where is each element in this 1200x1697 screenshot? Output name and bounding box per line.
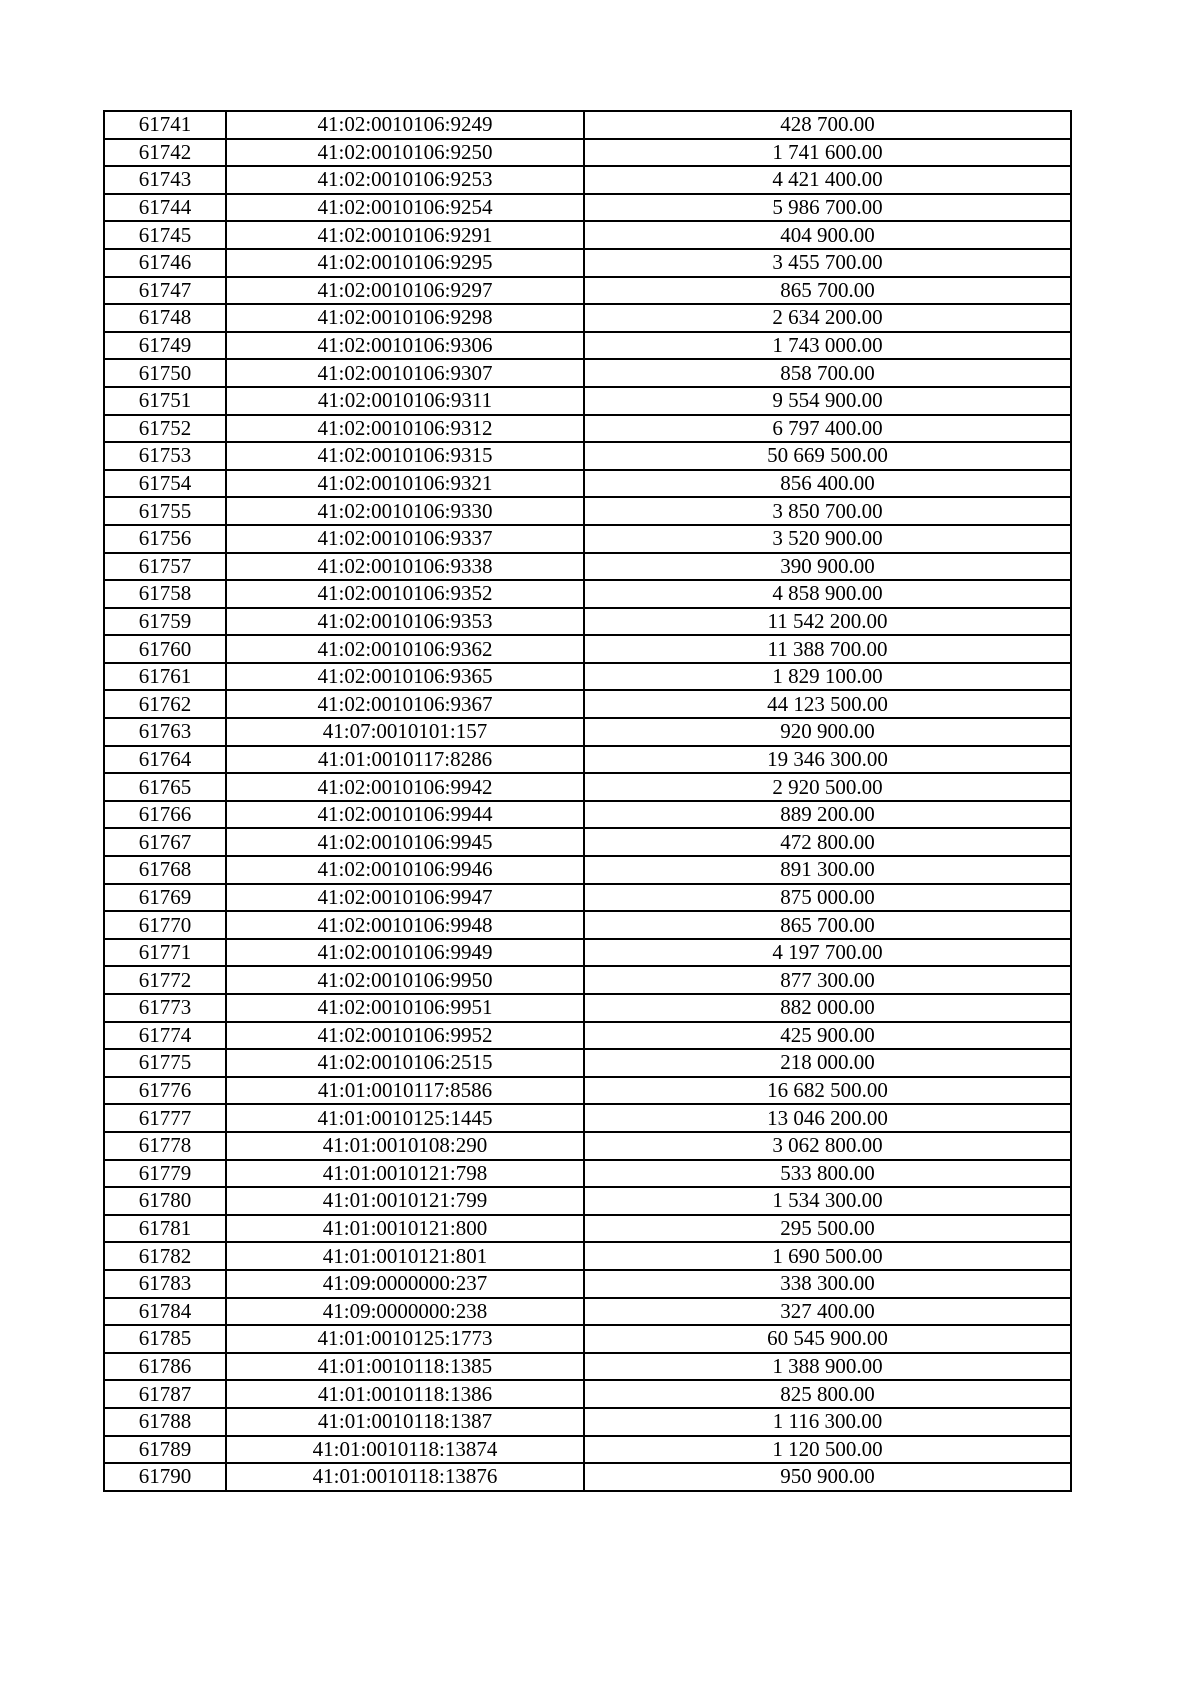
cadastral-number-cell: 41:02:0010106:9353 (226, 608, 584, 636)
table-row (104, 525, 1071, 553)
table-row (104, 1215, 1071, 1243)
cadastral-value-cell: 404 900.00 (584, 221, 1071, 249)
row-number-cell: 61772 (104, 966, 226, 994)
table-row (104, 553, 1071, 581)
row-number-cell: 61759 (104, 608, 226, 636)
cadastral-number-cell: 41:02:0010106:9948 (226, 911, 584, 939)
table-row (104, 111, 1071, 139)
row-number-cell: 61785 (104, 1325, 226, 1353)
row-number-cell: 61788 (104, 1408, 226, 1436)
cadastral-value-cell: 825 800.00 (584, 1380, 1071, 1408)
table-row (104, 359, 1071, 387)
cadastral-number-cell: 41:02:0010106:9365 (226, 663, 584, 691)
cadastral-number-cell: 41:02:0010106:9312 (226, 415, 584, 443)
table-row (104, 939, 1071, 967)
cadastral-value-cell: 1 743 000.00 (584, 332, 1071, 360)
cadastral-number-cell: 41:01:0010118:1386 (226, 1380, 584, 1408)
row-number-cell: 61784 (104, 1298, 226, 1326)
cadastral-value-cell: 865 700.00 (584, 911, 1071, 939)
cadastral-value-cell: 295 500.00 (584, 1215, 1071, 1243)
cadastral-number-cell: 41:02:0010106:9315 (226, 442, 584, 470)
cadastral-number-cell: 41:02:0010106:9945 (226, 828, 584, 856)
table-row (104, 415, 1071, 443)
row-number-cell: 61763 (104, 718, 226, 746)
cadastral-number-cell: 41:07:0010101:157 (226, 718, 584, 746)
cadastral-value-cell: 16 682 500.00 (584, 1077, 1071, 1105)
row-number-cell: 61751 (104, 387, 226, 415)
cadastral-number-cell: 41:02:0010106:9291 (226, 221, 584, 249)
cadastral-value-cell: 4 858 900.00 (584, 580, 1071, 608)
table-row (104, 1242, 1071, 1270)
cadastral-number-cell: 41:02:0010106:9306 (226, 332, 584, 360)
cadastral-value-cell: 19 346 300.00 (584, 746, 1071, 774)
row-number-cell: 61771 (104, 939, 226, 967)
cadastral-number-cell: 41:02:0010106:9367 (226, 690, 584, 718)
table-row (104, 1049, 1071, 1077)
table-row (104, 663, 1071, 691)
cadastral-value-cell: 1 690 500.00 (584, 1242, 1071, 1270)
cadastral-number-cell: 41:01:0010121:800 (226, 1215, 584, 1243)
row-number-cell: 61765 (104, 773, 226, 801)
row-number-cell: 61743 (104, 166, 226, 194)
cadastral-value-cell: 3 850 700.00 (584, 497, 1071, 525)
cadastral-number-cell: 41:02:0010106:2515 (226, 1049, 584, 1077)
table-row (104, 1325, 1071, 1353)
cadastral-number-cell: 41:02:0010106:9250 (226, 139, 584, 167)
row-number-cell: 61767 (104, 828, 226, 856)
cadastral-number-cell: 41:02:0010106:9253 (226, 166, 584, 194)
cadastral-value-cell: 4 421 400.00 (584, 166, 1071, 194)
cadastral-number-cell: 41:02:0010106:9352 (226, 580, 584, 608)
table-body (104, 111, 1071, 1491)
cadastral-value-cell: 950 900.00 (584, 1463, 1071, 1491)
cadastral-value-cell: 1 534 300.00 (584, 1187, 1071, 1215)
cadastral-value-cell: 875 000.00 (584, 884, 1071, 912)
cadastral-number-cell: 41:02:0010106:9949 (226, 939, 584, 967)
table-row (104, 801, 1071, 829)
row-number-cell: 61780 (104, 1187, 226, 1215)
cadastral-value-cell: 13 046 200.00 (584, 1104, 1071, 1132)
table-row (104, 1022, 1071, 1050)
table-row (104, 580, 1071, 608)
row-number-cell: 61783 (104, 1270, 226, 1298)
row-number-cell: 61787 (104, 1380, 226, 1408)
table-row (104, 332, 1071, 360)
cadastral-value-cell: 60 545 900.00 (584, 1325, 1071, 1353)
table-row (104, 828, 1071, 856)
row-number-cell: 61775 (104, 1049, 226, 1077)
cadastral-number-cell: 41:02:0010106:9944 (226, 801, 584, 829)
cadastral-value-cell: 472 800.00 (584, 828, 1071, 856)
table-row (104, 911, 1071, 939)
row-number-cell: 61766 (104, 801, 226, 829)
cadastral-number-cell: 41:02:0010106:9295 (226, 249, 584, 277)
table-row (104, 994, 1071, 1022)
table-row (104, 635, 1071, 663)
table-row (104, 1408, 1071, 1436)
cadastral-value-cell: 9 554 900.00 (584, 387, 1071, 415)
table-row (104, 1077, 1071, 1105)
table-row (104, 1132, 1071, 1160)
cadastral-value-cell: 11 388 700.00 (584, 635, 1071, 663)
cadastral-value-cell: 3 455 700.00 (584, 249, 1071, 277)
row-number-cell: 61762 (104, 690, 226, 718)
cadastral-number-cell: 41:02:0010106:9950 (226, 966, 584, 994)
row-number-cell: 61748 (104, 304, 226, 332)
row-number-cell: 61779 (104, 1160, 226, 1188)
table-row (104, 387, 1071, 415)
row-number-cell: 61750 (104, 359, 226, 387)
cadastral-value-cell: 3 062 800.00 (584, 1132, 1071, 1160)
cadastral-value-cell: 390 900.00 (584, 553, 1071, 581)
cadastral-value-cell: 1 741 600.00 (584, 139, 1071, 167)
cadastral-number-cell: 41:02:0010106:9298 (226, 304, 584, 332)
row-number-cell: 61778 (104, 1132, 226, 1160)
row-number-cell: 61782 (104, 1242, 226, 1270)
cadastral-number-cell: 41:01:0010121:798 (226, 1160, 584, 1188)
cadastral-number-cell: 41:01:0010121:799 (226, 1187, 584, 1215)
cadastral-value-cell: 11 542 200.00 (584, 608, 1071, 636)
cadastral-number-cell: 41:02:0010106:9942 (226, 773, 584, 801)
table-row (104, 746, 1071, 774)
table-row (104, 856, 1071, 884)
row-number-cell: 61746 (104, 249, 226, 277)
cadastral-value-cell: 877 300.00 (584, 966, 1071, 994)
cadastral-value-cell: 856 400.00 (584, 470, 1071, 498)
cadastral-value-cell: 1 388 900.00 (584, 1353, 1071, 1381)
cadastral-number-cell: 41:02:0010106:9952 (226, 1022, 584, 1050)
table-row (104, 718, 1071, 746)
cadastral-number-cell: 41:02:0010106:9307 (226, 359, 584, 387)
table-row (104, 166, 1071, 194)
table-row (104, 470, 1071, 498)
row-number-cell: 61769 (104, 884, 226, 912)
table-row (104, 1270, 1071, 1298)
cadastral-number-cell: 41:02:0010106:9946 (226, 856, 584, 884)
row-number-cell: 61786 (104, 1353, 226, 1381)
table-row (104, 1380, 1071, 1408)
cadastral-value-cell: 338 300.00 (584, 1270, 1071, 1298)
table-row (104, 608, 1071, 636)
row-number-cell: 61745 (104, 221, 226, 249)
row-number-cell: 61777 (104, 1104, 226, 1132)
table-row (104, 277, 1071, 305)
cadastral-value-cell: 891 300.00 (584, 856, 1071, 884)
row-number-cell: 61744 (104, 194, 226, 222)
cadastral-value-cell: 920 900.00 (584, 718, 1071, 746)
table-row (104, 966, 1071, 994)
cadastral-value-cell: 865 700.00 (584, 277, 1071, 305)
cadastral-number-cell: 41:01:0010118:1387 (226, 1408, 584, 1436)
cadastral-number-cell: 41:01:0010108:290 (226, 1132, 584, 1160)
table-row (104, 1298, 1071, 1326)
row-number-cell: 61789 (104, 1436, 226, 1464)
cadastral-value-cell: 4 197 700.00 (584, 939, 1071, 967)
cadastral-value-cell: 425 900.00 (584, 1022, 1071, 1050)
cadastral-value-cell: 1 829 100.00 (584, 663, 1071, 691)
cadastral-number-cell: 41:02:0010106:9311 (226, 387, 584, 415)
row-number-cell: 61749 (104, 332, 226, 360)
cadastral-number-cell: 41:02:0010106:9362 (226, 635, 584, 663)
table-row (104, 1187, 1071, 1215)
cadastral-value-cell: 882 000.00 (584, 994, 1071, 1022)
row-number-cell: 61773 (104, 994, 226, 1022)
cadastral-value-cell: 6 797 400.00 (584, 415, 1071, 443)
table-row (104, 139, 1071, 167)
table-row (104, 884, 1071, 912)
cadastral-number-cell: 41:01:0010118:13874 (226, 1436, 584, 1464)
row-number-cell: 61776 (104, 1077, 226, 1105)
table-row (104, 1436, 1071, 1464)
cadastral-value-cell: 2 634 200.00 (584, 304, 1071, 332)
cadastral-value-cell: 428 700.00 (584, 111, 1071, 139)
table-row (104, 497, 1071, 525)
table-row (104, 194, 1071, 222)
table-row (104, 1463, 1071, 1491)
row-number-cell: 61747 (104, 277, 226, 305)
cadastral-number-cell: 41:01:0010118:1385 (226, 1353, 584, 1381)
row-number-cell: 61774 (104, 1022, 226, 1050)
cadastral-number-cell: 41:02:0010106:9338 (226, 553, 584, 581)
cadastral-value-cell: 533 800.00 (584, 1160, 1071, 1188)
cadastral-number-cell: 41:09:0000000:238 (226, 1298, 584, 1326)
cadastral-value-table (103, 110, 1072, 1492)
table-row (104, 442, 1071, 470)
cadastral-number-cell: 41:02:0010106:9947 (226, 884, 584, 912)
cadastral-number-cell: 41:09:0000000:237 (226, 1270, 584, 1298)
row-number-cell: 61753 (104, 442, 226, 470)
cadastral-number-cell: 41:02:0010106:9337 (226, 525, 584, 553)
row-number-cell: 61741 (104, 111, 226, 139)
table-row (104, 1160, 1071, 1188)
cadastral-value-cell: 889 200.00 (584, 801, 1071, 829)
cadastral-number-cell: 41:01:0010117:8286 (226, 746, 584, 774)
cadastral-value-cell: 44 123 500.00 (584, 690, 1071, 718)
table-row (104, 1353, 1071, 1381)
cadastral-value-cell: 858 700.00 (584, 359, 1071, 387)
cadastral-number-cell: 41:02:0010106:9249 (226, 111, 584, 139)
cadastral-value-cell: 327 400.00 (584, 1298, 1071, 1326)
row-number-cell: 61761 (104, 663, 226, 691)
row-number-cell: 61756 (104, 525, 226, 553)
cadastral-value-cell: 50 669 500.00 (584, 442, 1071, 470)
row-number-cell: 61760 (104, 635, 226, 663)
cadastral-number-cell: 41:01:0010121:801 (226, 1242, 584, 1270)
table-row (104, 221, 1071, 249)
cadastral-value-cell: 1 116 300.00 (584, 1408, 1071, 1436)
table-row (104, 249, 1071, 277)
cadastral-value-cell: 3 520 900.00 (584, 525, 1071, 553)
row-number-cell: 61742 (104, 139, 226, 167)
row-number-cell: 61754 (104, 470, 226, 498)
row-number-cell: 61768 (104, 856, 226, 884)
row-number-cell: 61764 (104, 746, 226, 774)
table-row (104, 773, 1071, 801)
cadastral-value-cell: 218 000.00 (584, 1049, 1071, 1077)
row-number-cell: 61790 (104, 1463, 226, 1491)
cadastral-number-cell: 41:01:0010125:1445 (226, 1104, 584, 1132)
row-number-cell: 61781 (104, 1215, 226, 1243)
cadastral-value-cell: 5 986 700.00 (584, 194, 1071, 222)
row-number-cell: 61757 (104, 553, 226, 581)
cadastral-number-cell: 41:02:0010106:9951 (226, 994, 584, 1022)
cadastral-number-cell: 41:02:0010106:9330 (226, 497, 584, 525)
cadastral-value-cell: 2 920 500.00 (584, 773, 1071, 801)
row-number-cell: 61755 (104, 497, 226, 525)
cadastral-value-cell: 1 120 500.00 (584, 1436, 1071, 1464)
row-number-cell: 61752 (104, 415, 226, 443)
table-row (104, 304, 1071, 332)
table-row (104, 690, 1071, 718)
cadastral-number-cell: 41:01:0010117:8586 (226, 1077, 584, 1105)
cadastral-number-cell: 41:02:0010106:9297 (226, 277, 584, 305)
row-number-cell: 61758 (104, 580, 226, 608)
cadastral-number-cell: 41:02:0010106:9321 (226, 470, 584, 498)
cadastral-number-cell: 41:01:0010118:13876 (226, 1463, 584, 1491)
table-row (104, 1104, 1071, 1132)
row-number-cell: 61770 (104, 911, 226, 939)
cadastral-number-cell: 41:02:0010106:9254 (226, 194, 584, 222)
cadastral-number-cell: 41:01:0010125:1773 (226, 1325, 584, 1353)
